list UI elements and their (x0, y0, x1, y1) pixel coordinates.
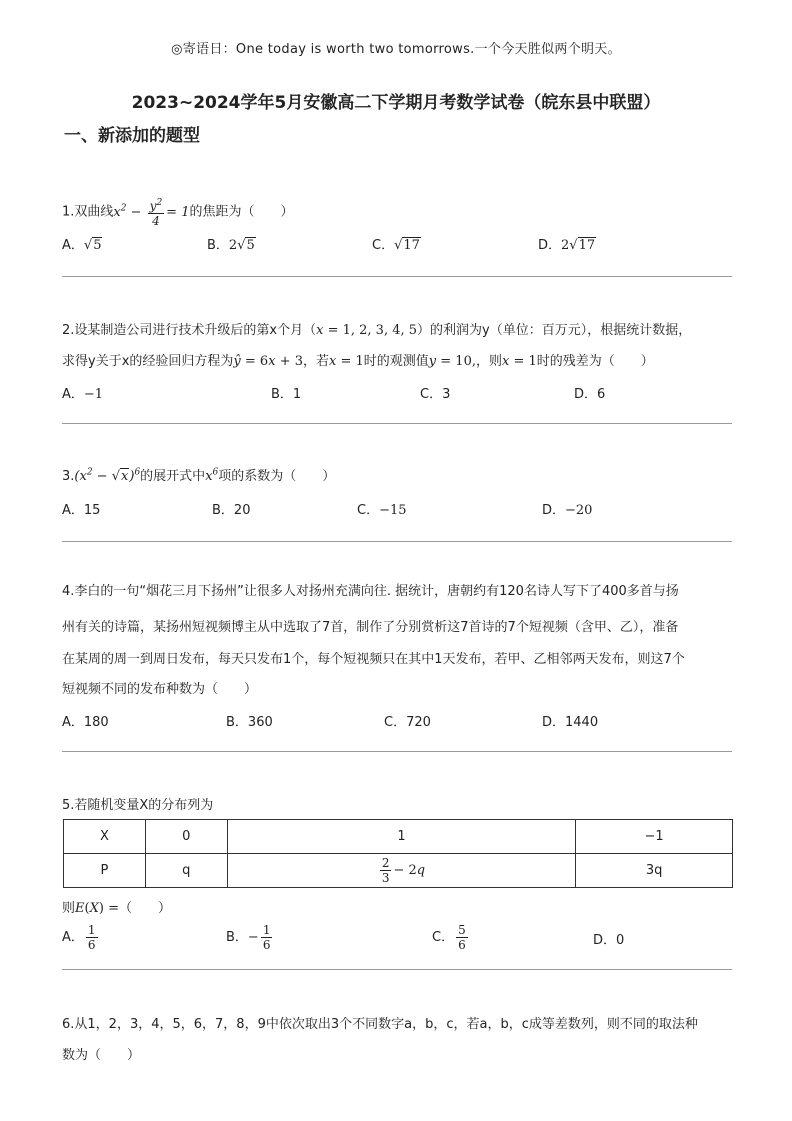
table-cell: $\frac{2}{3}$ − 2q (227, 854, 575, 888)
table-row (64, 820, 733, 854)
exam-title: 2023~2024学年5月安徽高二下学期月考数学试卷（皖东县中联盟） (131, 93, 661, 113)
question-4-line-4: 短视频不同的发布种数为（ ） (62, 682, 258, 697)
table-cell: −1 (576, 820, 733, 854)
q1-hyperbola-formula: $x^2$ − $\frac{y^2}{4}$ = 1 (113, 198, 190, 228)
q3-option-c[interactable]: C．−15 (357, 503, 407, 518)
q5-option-a[interactable]: A． $\frac{1}{6}$ (62, 923, 96, 952)
q5-option-c[interactable]: C． $\frac{5}{6}$ (432, 923, 466, 952)
question-2-line-1: 2.设某制造公司进行技术升级后的第x个月（x = 1, 2, 3, 4, 5）的利润为y（单位：百万元），根据统计数据， (62, 323, 692, 338)
q1-option-d[interactable]: D．2√17 (538, 238, 596, 253)
table-row (64, 854, 733, 888)
distribution-table (63, 819, 733, 888)
question-4-line-1: 4.李白的一句“烟花三月下扬州”让很多人对扬州充满向往. 据统计，唐朝约有120名诗人写下了400多首与扬 (62, 584, 679, 599)
table-cell: X (64, 820, 146, 854)
divider (62, 969, 732, 970)
q2-option-b[interactable]: B．1 (271, 387, 302, 402)
q4-option-b[interactable]: B．360 (226, 715, 273, 730)
table-cell: P (64, 854, 146, 888)
q1-option-b[interactable]: B．2√5 (207, 238, 255, 253)
table-cell: 1 (227, 820, 575, 854)
q2-option-d[interactable]: D．6 (574, 387, 606, 402)
q1-option-c[interactable]: C．√17 (372, 238, 420, 253)
q4-option-d[interactable]: D．1440 (542, 715, 599, 730)
q3-option-d[interactable]: D．−20 (542, 503, 593, 518)
divider (62, 423, 732, 424)
q2-option-c[interactable]: C．3 (420, 387, 451, 402)
question-6-line-1: 6.从1，2，3，4，5，6，7，8，9中依次取出3个不同数字a，b，c，若a，b，c成等差数列，则不同的取法种 (62, 1017, 698, 1032)
q2-option-a[interactable]: A．−1 (62, 387, 104, 402)
motto-line: ◎寄语日：One today is worth two tomorrows.一个今天胜似两个明天。 (171, 42, 621, 57)
question-1-stem (62, 196, 293, 228)
q4-option-c[interactable]: C．720 (384, 715, 431, 730)
question-4-line-3: 在某周的周一到周日发布，每天只发布1个，每个短视频只在其中1天发布，若甲、乙相邻两天发布，则这7个 (62, 652, 685, 667)
q1-option-a[interactable]: A．√5 (62, 238, 102, 253)
table-cell: 3q (576, 854, 733, 888)
question-3-stem: $3.(x^2 - √x)^6$的展开式中$x^6$项的系数为（ ） (62, 467, 336, 484)
question-5-stem: 5.若随机变量X的分布列为 (62, 798, 214, 813)
divider (62, 276, 732, 277)
q3-option-a[interactable]: A．15 (62, 503, 101, 518)
q3-option-b[interactable]: B．20 (212, 503, 251, 518)
question-4-line-2: 州有关的诗篇，某扬州短视频博主从中选取了7首，制作了分别赏析这7首诗的7个短视频（含甲、乙），准备 (62, 620, 679, 635)
divider (62, 541, 732, 542)
question-2-line-2: 求得y关于x的经验回归方程为ŷ = 6x + 3，若x = 1时的观测值y = 10,，则x = 1时的残差为（ ） (62, 354, 654, 369)
q1-suffix: 的焦距为（ ） (189, 204, 294, 220)
q1-prefix: 1.双曲线 (62, 204, 114, 220)
q5-option-d[interactable]: D．0 (593, 933, 625, 948)
table-cell: q (145, 854, 227, 888)
divider (62, 751, 732, 752)
q5-option-b[interactable]: B．− $\frac{1}{6}$ (226, 923, 271, 952)
section-heading: 一、新添加的题型 (64, 126, 200, 146)
question-5-ask: 则E(X) =（ ） (62, 901, 171, 916)
table-cell: 0 (145, 820, 227, 854)
question-6-line-2: 数为（ ） (62, 1048, 141, 1063)
q4-option-a[interactable]: A．180 (62, 715, 109, 730)
